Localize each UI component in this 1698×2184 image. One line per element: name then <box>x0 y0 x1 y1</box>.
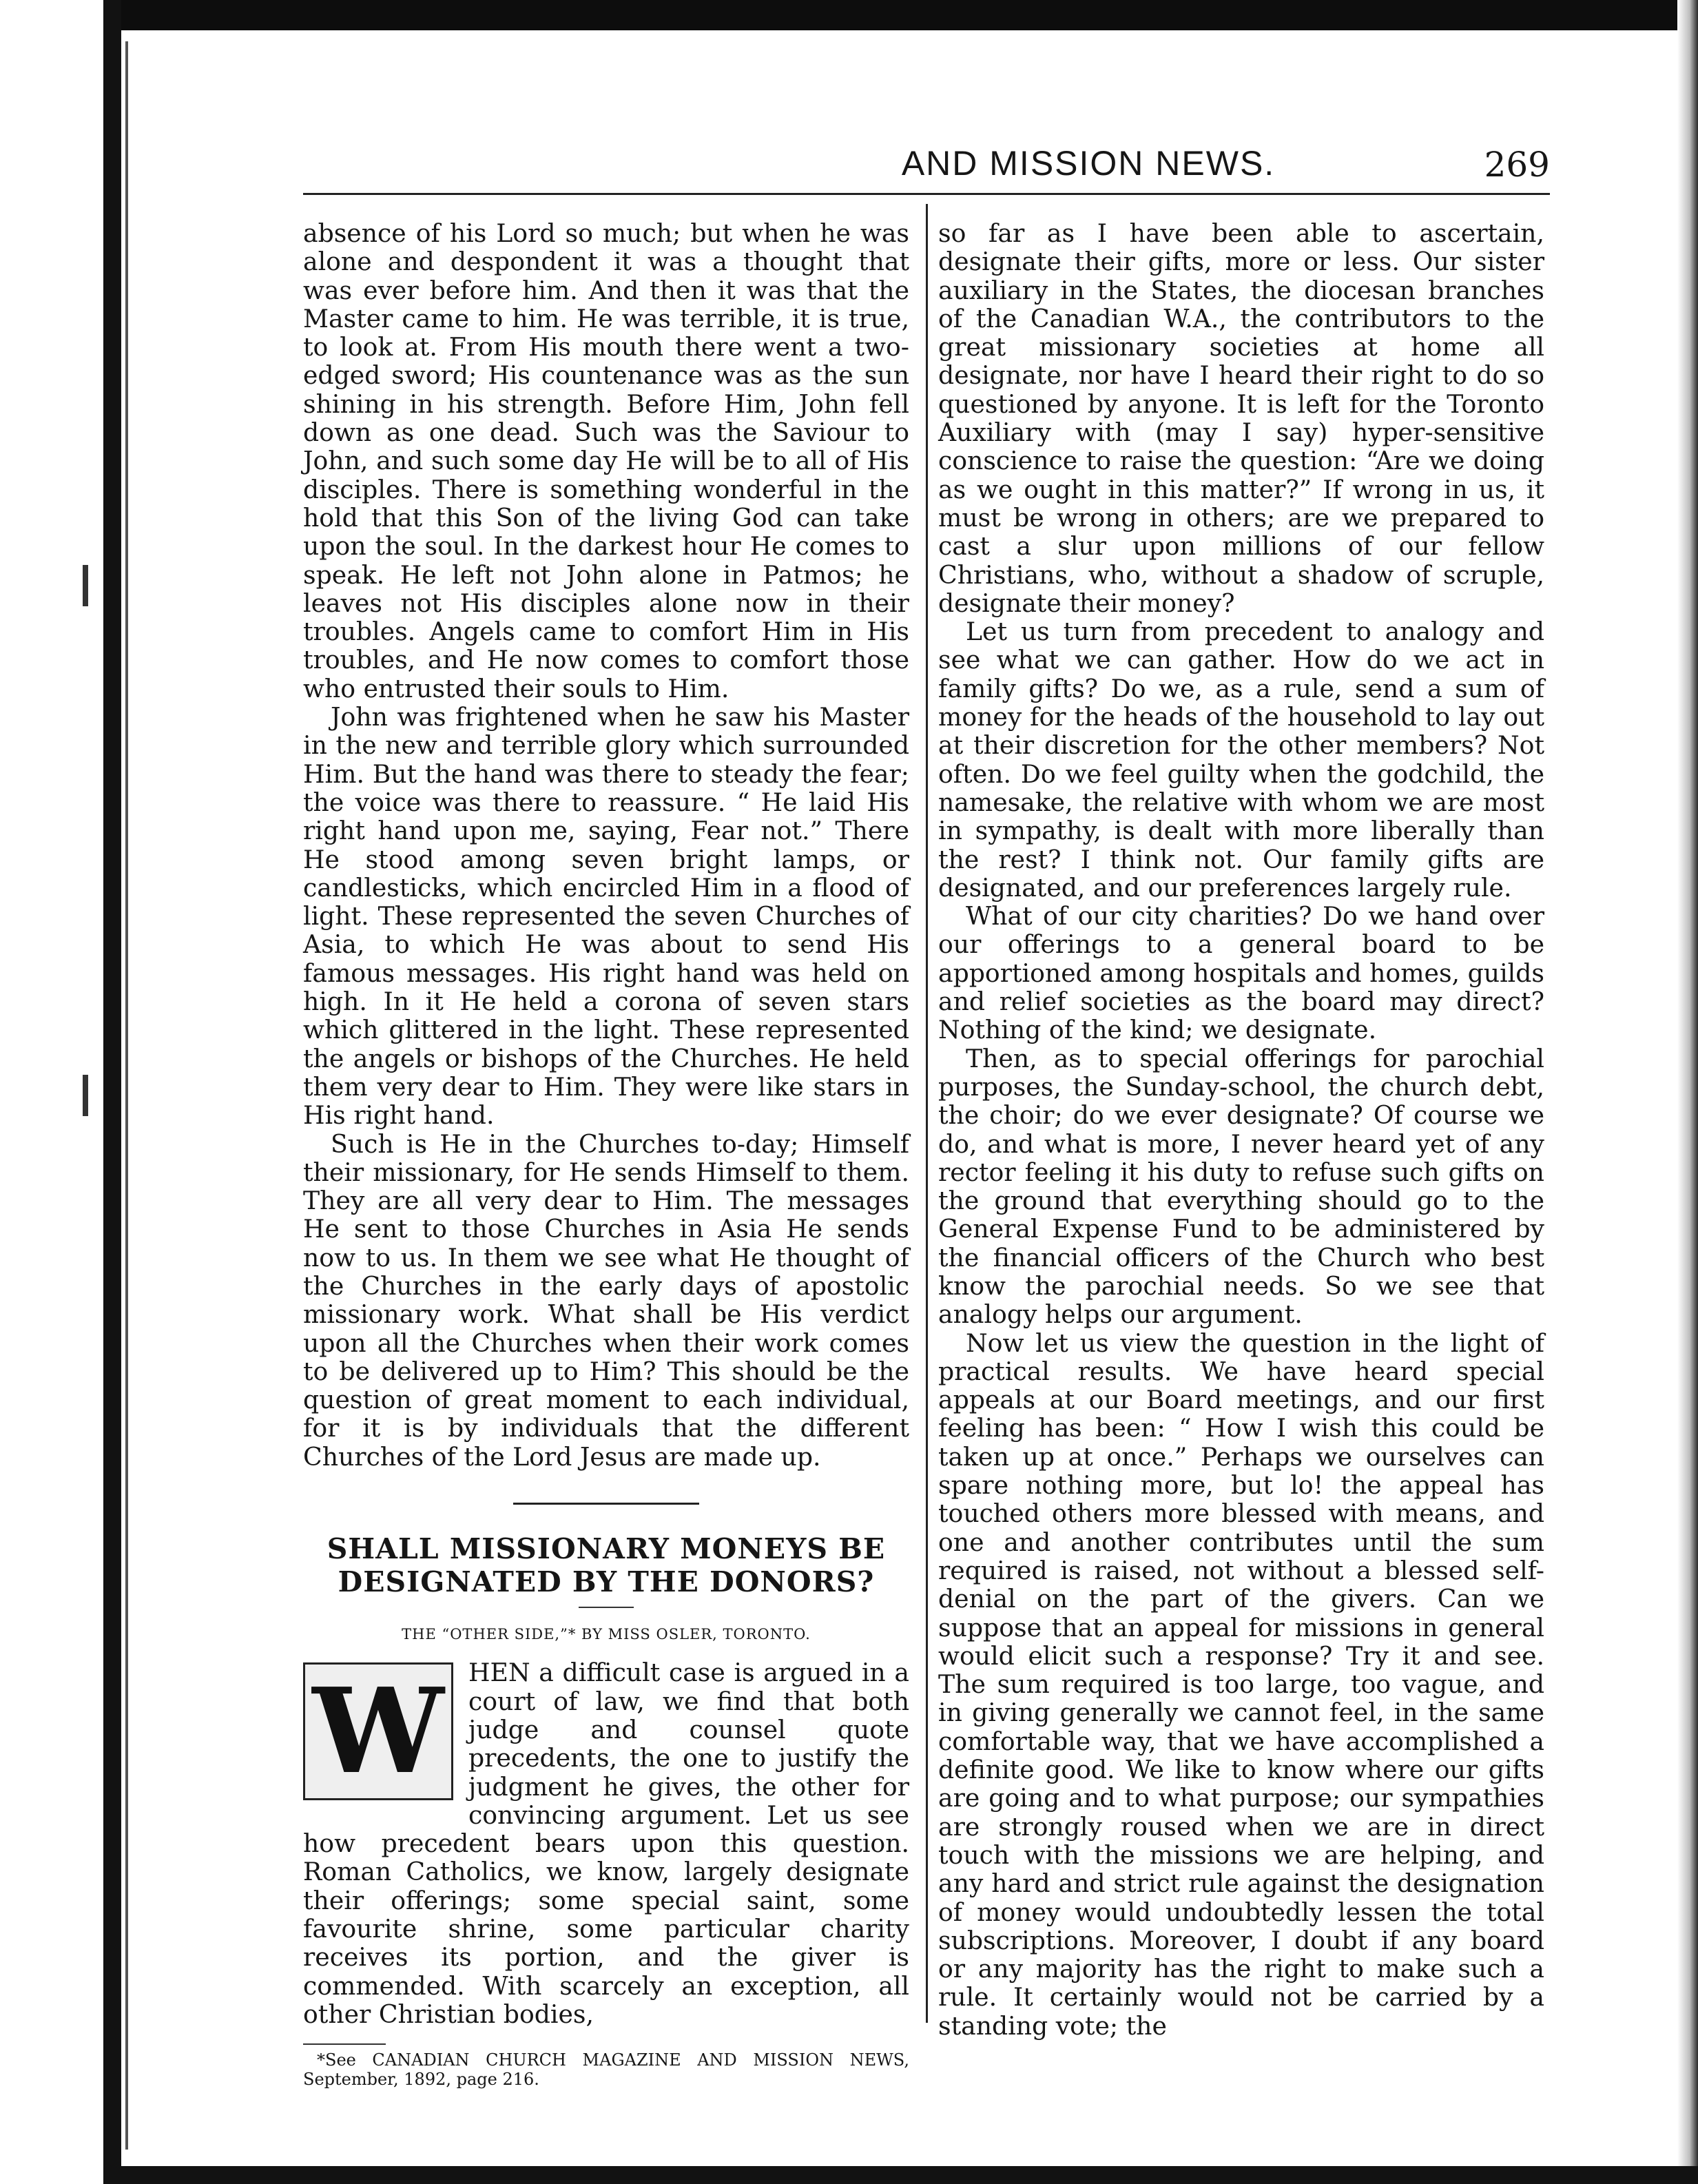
footnote: *See CANADIAN CHURCH MAGAZINE AND MISSION NEWS, September, 1892, page 216. <box>303 2050 909 2090</box>
page-number: 269 <box>1484 145 1550 185</box>
paragraph: John was frightened when he saw his Master in the new and terrible glory which surrounded Him. But the hand was there to steady the fear; the voice was there to reassure. “ He laid His right hand upon me, saying, Fear not.” There He stood among seven bright lamps, or candlesticks, which encircled Him in a flood of light. These represented the seven Churches of Asia, to which He was about to send His famous messages. His right hand was held on high. In it He held a corona of seven stars which glittered in the light. These represented the angels or bishops of the Churches. He held them very dear to Him. They were like stars in His right hand. <box>303 702 909 1131</box>
right-column <box>938 219 1544 2040</box>
lead-text: HEN a difficult case is argued in a court of law, we find that both judge and counsel quote precedents, the one to justify the judgment he gives, the other for convincing argument. Let us see how precedent bears upon this question. Roman Catholics, we know, largely designate their offerings; some special saint, some favourite shrine, some particular charity receives its portion, and the giver is commended. With scarcely an exception, all other Christian bodies, <box>303 1658 909 2029</box>
article-lead-paragraph <box>303 1658 909 2028</box>
scan-border-left <box>103 0 121 2184</box>
footnote-rule <box>303 2043 386 2045</box>
article-byline: THE “OTHER SIDE,”* BY MISS OSLER, TORONTO. <box>402 1626 811 1643</box>
header-rule <box>303 193 1550 195</box>
paragraph: Let us turn from precedent to analogy and see what we can gather. How do we act in family gifts? Do we, as a rule, send a sum of money for the heads of the household to lay out at their discretion for the other members? Not often. Do we feel guilty when the godchild, the namesake, the relative with whom we are most in sympathy, is dealt with more liberally than the rest? I think not. Our family gifts are designated, and our preferences largely rule. <box>938 617 1544 903</box>
scan-border-bottom <box>103 2166 1698 2184</box>
section-divider <box>513 1503 699 1505</box>
scan-gutter-line <box>125 41 128 2150</box>
paragraph: Then, as to special offerings for parochial purposes, the Sunday-school, the church debt, the choir; do we ever designate? Of course we do, and what is more, I never heard yet of any rector feeling it his duty to refuse such gifts on the ground that everything should go to the General Expense Fund to be administered by the financial officers of the Church who best know the parochial needs. So we see that analogy helps our argument. <box>938 1043 1544 1330</box>
scan-border-top <box>103 0 1698 30</box>
article-title: SHALL MISSIONARY MONEYS BE DESIGNATED BY THE DONORS? <box>327 1532 886 1599</box>
spine-mark <box>83 1075 88 1116</box>
left-column <box>303 219 909 2089</box>
paragraph: What of our city charities? Do we hand over our offerings to a general board to be apportioned among hospitals and homes, guilds and relief societies as the board may direct? Nothing of the kind; we designate. <box>938 901 1544 1045</box>
ornamental-dropcap: W <box>303 1662 453 1800</box>
paragraph: so far as I have been able to ascertain, designate their gifts, more or less. Our sister auxiliary in the States, the diocesan branches of the Canadian W.A., the contributors to the great missionary societies at home all designate, nor have I heard their right to do so questioned by anyone. It is left for the Toronto Auxiliary with (may I say) hyper-sensitive conscience to raise the question: “Are we doing as we ought in this matter?” If wrong in us, it must be wrong in others; are we prepared to cast a slur upon millions of our fellow Christians, who, without a shadow of scruple, designate their money? <box>938 218 1544 618</box>
paragraph: absence of his Lord so much; but when he was alone and despondent it was a thought that was ever before him. And then it was that the Master came to him. He was terrible, it is true, to look at. From His mouth there went a two-edged sword; His countenance was as the sun shining in his strength. Before Him, John fell down as one dead. Such was the Saviour to John, and such some day He will be to all of His disciples. There is something wonderful in the hold that this Son of the living God can take upon the soul. In the darkest hour He comes to speak. He left not John alone in Patmos; he leaves not His disciples alone now in their troubles. Angels came to comfort Him in His troubles, and He now comes to comfort those who entrusted their souls to Him. <box>303 218 909 703</box>
paragraph: Such is He in the Churches to-day; Himself their missionary, for He sends Himself to them. They are all very dear to Him. The messages He sent to those Churches in Asia He sends now to us. In them we see what He thought of the Churches in the early days of apostolic missionary work. What shall be His verdict upon all the Churches when their work comes to be delivered up to Him? This should be the question of great moment to each individual, for it is by individuals that the different Churches of the Lord Jesus are made up. <box>303 1129 909 1472</box>
spine-mark <box>83 565 88 606</box>
title-ornament <box>579 1607 634 1608</box>
column-divider <box>926 204 928 2023</box>
running-title: AND MISSION NEWS. <box>901 144 1276 183</box>
paragraph: Now let us view the question in the light of practical results. We have heard special appeals at our Board meetings, and our first feeling has been: “ How I wish this could be taken up at once.” Perhaps we ourselves can spare nothing more, but lo! the appeal has touched others more blessed with means, and one and another contributes until the sum required is raised, not without a blessed self-denial on the part of the givers. Can we suppose that an appeal for missions in general would elicit such a response? Try it and see. The sum required is too large, too vague, and in giving generally we cannot feel, in the same comfortable way, that we have accomplished a definite good. We like to know where our gifts are going and to what purpose; our sympathies are strongly roused when we are in direct touch with the missions we are helping, and any hard and strict rule against the designation of money would undoubtedly lessen the total subscriptions. Moreover, I doubt if any board or any majority has the right to make such a rule. It certainly would not be carried by a standing vote; the <box>938 1328 1544 2041</box>
scan-border-right <box>1677 0 1698 2184</box>
